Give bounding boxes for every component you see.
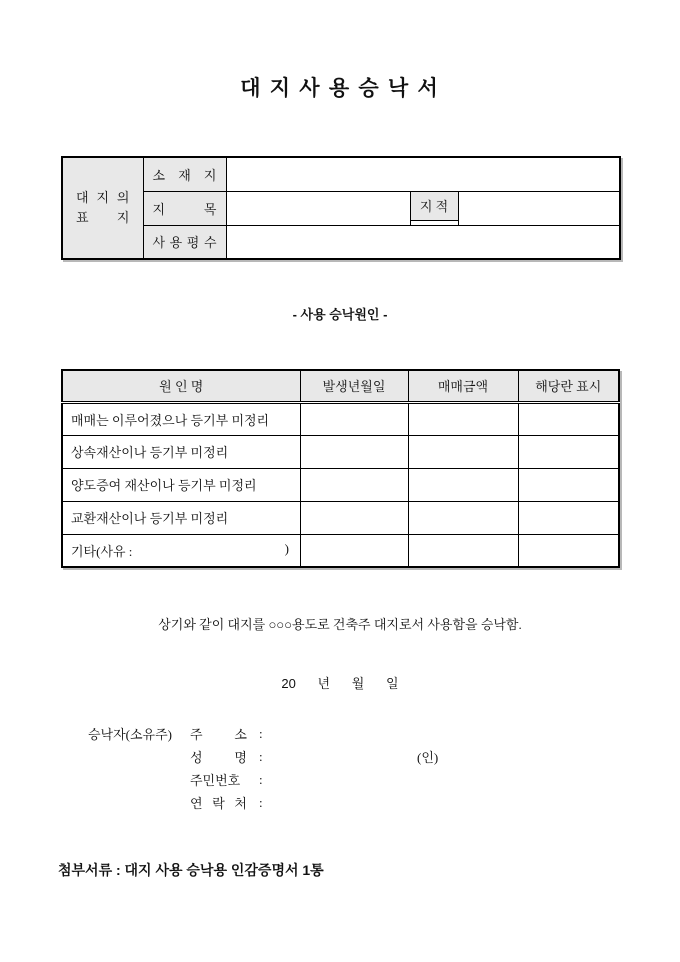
contact-label: 연 락 처 xyxy=(190,796,247,811)
location-label: 소 재 지 xyxy=(143,157,226,191)
signer-row-address xyxy=(88,722,680,745)
signer-role-label: 승낙자(소유주) xyxy=(88,727,173,742)
land-row-area xyxy=(62,225,620,259)
cause-text: 상속재산이나 등기부 미정리 xyxy=(62,435,300,468)
category-label: 지 목 xyxy=(143,191,226,225)
land-row-location xyxy=(62,157,620,191)
signer-row-name xyxy=(88,745,680,768)
cause-text xyxy=(62,534,300,567)
signer-row-contact xyxy=(88,791,680,814)
contact-colon: : xyxy=(259,794,263,810)
document-title: 대 지 사 용 승 낙 서 xyxy=(240,76,440,100)
etc-close-paren: ) xyxy=(284,540,289,556)
parcel-label: 지 적 xyxy=(411,192,458,221)
date-line: 20 년 월 일 xyxy=(281,676,399,691)
cause-section-heading: - 사용 승낙원인 - xyxy=(292,307,388,322)
date-cell xyxy=(300,534,408,567)
etc-prefix: 기타(사유 : xyxy=(71,543,133,559)
cause-row-sale xyxy=(62,402,619,435)
land-description-table xyxy=(61,156,621,260)
mark-cell xyxy=(518,534,619,567)
date-cell xyxy=(300,402,408,435)
cause-row-exchange xyxy=(62,501,619,534)
mark-cell xyxy=(518,468,619,501)
cause-row-gift xyxy=(62,468,619,501)
name-label: 성 명 xyxy=(190,750,247,765)
amount-cell xyxy=(408,534,518,567)
date-cell xyxy=(300,501,408,534)
consent-statement: 상기와 같이 대지를 ○○○용도로 건축주 대지로서 사용함을 승낙함. xyxy=(158,617,522,632)
parcel-cell xyxy=(410,191,458,225)
id-number-label: 주민번호 xyxy=(190,773,241,788)
land-row-category xyxy=(62,191,620,225)
amount-cell xyxy=(408,402,518,435)
amount-cell xyxy=(408,501,518,534)
cause-text: 양도증여 재산이나 등기부 미정리 xyxy=(62,468,300,501)
mark-cell xyxy=(518,501,619,534)
land-group-line1: 대 지 의 xyxy=(76,190,130,205)
category-value-cell xyxy=(226,191,410,225)
header-amount: 매매금액 xyxy=(408,370,518,402)
area-value-cell xyxy=(226,225,620,259)
id-number-colon: : xyxy=(259,771,263,787)
seal-mark: (인) xyxy=(417,750,439,765)
header-cause: 원 인 명 xyxy=(62,370,300,402)
cause-table-header-row xyxy=(62,370,619,402)
consent-cause-table xyxy=(61,369,620,568)
area-label: 사 용 평 수 xyxy=(143,225,226,259)
land-group-header xyxy=(62,157,143,259)
mark-cell xyxy=(518,435,619,468)
signer-block xyxy=(0,722,680,814)
name-colon: : xyxy=(259,748,263,764)
parcel-value-cell xyxy=(458,191,620,225)
signer-row-id-number xyxy=(88,768,680,791)
header-date: 발생년월일 xyxy=(300,370,408,402)
date-cell xyxy=(300,435,408,468)
cause-row-inheritance xyxy=(62,435,619,468)
amount-cell xyxy=(408,435,518,468)
header-mark: 해당란 표시 xyxy=(518,370,619,402)
address-label: 주 소 xyxy=(190,727,247,742)
date-cell xyxy=(300,468,408,501)
address-colon: : xyxy=(259,725,263,741)
mark-cell xyxy=(518,402,619,435)
amount-cell xyxy=(408,468,518,501)
location-value-cell xyxy=(226,157,620,191)
cause-text: 매매는 이루어졌으나 등기부 미정리 xyxy=(62,402,300,435)
cause-text: 교환재산이나 등기부 미정리 xyxy=(62,501,300,534)
attachment-note: 첨부서류 : 대지 사용 승낙용 인감증명서 1통 xyxy=(58,862,324,878)
land-group-line2: 표 지 xyxy=(76,210,130,225)
cause-row-etc xyxy=(62,534,619,567)
